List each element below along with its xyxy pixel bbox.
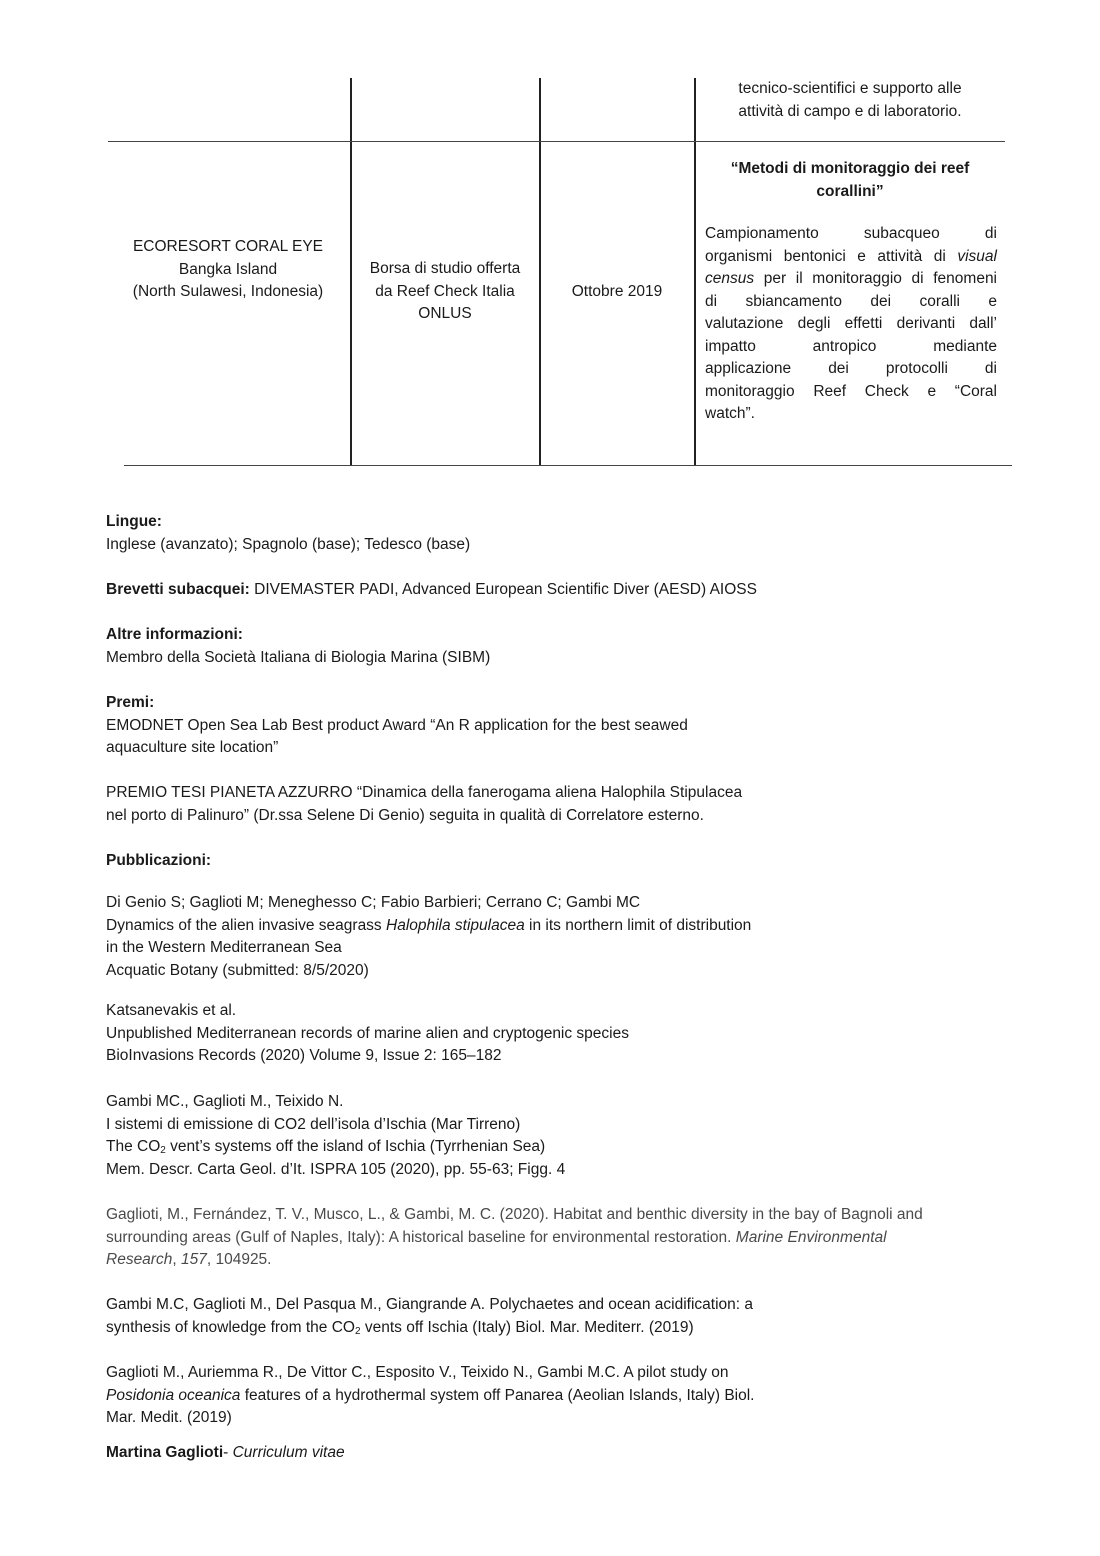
- desc-line: organismi bentonici e attività di: [705, 247, 946, 265]
- pub-line: features of a hydrothermal system off Panarea (Aeolian Islands, Italy) Biol.: [240, 1386, 755, 1404]
- section-heading: Lingue:: [106, 513, 162, 530]
- section-altre-informazioni: [106, 624, 1006, 669]
- pub-title: in the Western Mediterranean Sea: [106, 939, 342, 956]
- award-line: EMODNET Open Sea Lab Best product Award “An R application for the best seawed: [106, 716, 688, 734]
- title-line: “Metodi di monitoraggio dei reef: [730, 160, 970, 177]
- desc-italic: visual: [957, 247, 997, 265]
- footer-separator: -: [223, 1444, 233, 1461]
- row2-place: [112, 236, 344, 304]
- page-footer: [106, 1442, 1006, 1465]
- title-line: corallini”: [816, 182, 884, 200]
- pub-line: Mar. Medit. (2019): [106, 1409, 232, 1426]
- date-text: Ottobre 2019: [571, 283, 663, 300]
- table-col-divider-1: [350, 78, 352, 466]
- row1-description: [700, 78, 1000, 123]
- pub-title: The CO: [106, 1138, 161, 1155]
- section-heading: Brevetti subacquei:: [106, 581, 250, 598]
- funding-line: ONLUS: [418, 305, 472, 322]
- desc-line: monitoraggio Reef Check e “Coral: [705, 382, 997, 400]
- pub-line: Gambi M.C, Gaglioti M., Del Pasqua M., Giangrande A. Polychaetes and ocean acidification: a: [106, 1296, 754, 1313]
- desc-line: applicazione dei protocolli di: [705, 360, 997, 377]
- publication-4: [106, 1204, 1006, 1272]
- publication-6: [106, 1362, 1006, 1430]
- pub-journal-italic: Research: [106, 1251, 173, 1268]
- pub-title: Unpublished Mediterranean records of marine alien and cryptogenic species: [106, 1024, 629, 1042]
- row2-funding: [354, 258, 536, 326]
- publication-2: [106, 1000, 1006, 1068]
- desc-line-rest: per il monitoraggio di fenomeni: [763, 270, 998, 287]
- section-heading: Altre informazioni:: [106, 626, 243, 643]
- section-heading: Premi:: [106, 694, 155, 711]
- pub-line: vents off Ischia (Italy) Biol. Mar. Mediterr. (2019): [360, 1318, 694, 1336]
- pub-authors: Di Genio S; Gaglioti M; Meneghesso C; Fabio Barbieri; Cerrano C; Gambi MC: [106, 894, 641, 911]
- place-line: (North Sulawesi, Indonesia): [132, 283, 324, 300]
- section-premi: [106, 692, 1006, 760]
- pub-title: vent’s systems off the island of Ischia (Tyrrhenian Sea): [165, 1138, 546, 1155]
- publication-3: [106, 1091, 1006, 1181]
- award-line: nel porto di Palinuro” (Dr.ssa Selene Di Genio) seguita in qualità di Correlatore esterno.: [106, 806, 704, 824]
- table-col-divider-2: [539, 78, 541, 466]
- publication-1: [106, 892, 1006, 982]
- desc-line: watch”.: [705, 405, 755, 422]
- desc-italic: census: [705, 270, 755, 287]
- pub-journal: Acquatic Botany (submitted: 8/5/2020): [106, 961, 369, 979]
- table-row-divider: [108, 141, 1005, 142]
- pub-title: Dynamics of the alien invasive seagrass: [106, 916, 386, 934]
- row2-date: [543, 281, 691, 304]
- subscript: 2: [354, 1325, 361, 1337]
- pub-title-italic: Halophila stipulacea: [386, 916, 525, 934]
- pub-line: Gaglioti, M., Fernández, T. V., Musco, L., & Gambi, M. C. (2020). Habitat and benthic diversity in the bay of Bagnoli and: [106, 1206, 923, 1223]
- pub-journal: Mem. Descr. Carta Geol. d’It. ISPRA 105 (2020), pp. 55-63; Figg. 4: [106, 1160, 566, 1178]
- pub-journal: BioInvasions Records (2020) Volume 9, Issue 2: 165–182: [106, 1047, 502, 1064]
- pub-line: surrounding areas (Gulf of Naples, Italy): A historical baseline for environmental restoration.: [106, 1228, 736, 1246]
- desc-line: valutazione degli effetti derivanti dall’: [705, 315, 997, 332]
- publication-5: [106, 1294, 1006, 1339]
- pub-journal-italic: Marine Environmental: [735, 1228, 887, 1246]
- pub-line: Gaglioti M., Auriemma R., De Vittor C., Esposito V., Teixido N., Gambi M.C. A pilot study on: [106, 1364, 729, 1381]
- table-bottom-border: [124, 465, 1012, 466]
- row1-desc-line: tecnico-scientifici e supporto alle: [738, 80, 962, 97]
- footer-doc-title: Curriculum vitae: [232, 1444, 345, 1461]
- pub-line: , 104925.: [206, 1251, 272, 1268]
- pub-title: in its northern limit of distribution: [524, 916, 752, 934]
- section-text: Membro della Società Italiana di Biologia Marina (SIBM): [106, 648, 491, 666]
- row2-course-title: [700, 158, 1000, 203]
- section-lingue: [106, 511, 1006, 556]
- footer-name: Martina Gaglioti: [106, 1444, 224, 1461]
- section-pubblicazioni: [106, 850, 1006, 873]
- pub-species-italic: Posidonia oceanica: [106, 1386, 241, 1404]
- award-2: [106, 782, 1006, 827]
- desc-line: di sbiancamento dei coralli e: [705, 292, 997, 310]
- pub-title: I sistemi di emissione di CO2 dell’isola d’Ischia (Mar Tirreno): [106, 1115, 521, 1133]
- desc-line: impatto antropico mediante: [705, 337, 997, 355]
- row2-description: [705, 223, 997, 426]
- place-line: ECORESORT CORAL EYE: [132, 238, 324, 255]
- award-line: aquaculture site location”: [106, 739, 279, 756]
- pub-line: synthesis of knowledge from the CO: [106, 1318, 355, 1336]
- place-line: Bangka Island: [178, 260, 278, 278]
- desc-line: Campionamento subacqueo di: [705, 225, 997, 242]
- award-line: PREMIO TESI PIANETA AZZURRO “Dinamica della fanerogama aliena Halophila Stipulacea: [106, 784, 743, 801]
- row1-desc-line: attività di campo e di laboratorio.: [738, 102, 962, 120]
- section-text: Inglese (avanzato); Spagnolo (base); Tedesco (base): [106, 535, 471, 553]
- section-brevetti: [106, 579, 1006, 602]
- section-text: DIVEMASTER PADI, Advanced European Scientific Diver (AESD) AIOSS: [249, 581, 757, 598]
- subscript: 2: [160, 1145, 166, 1156]
- section-heading: Pubblicazioni:: [106, 852, 212, 869]
- pub-authors: Katsanevakis et al.: [106, 1002, 237, 1019]
- pub-volume: 157: [180, 1251, 207, 1268]
- table-col-divider-3: [694, 78, 696, 466]
- pub-line: ,: [172, 1251, 181, 1268]
- funding-line: da Reef Check Italia: [375, 282, 515, 300]
- pub-authors: Gambi MC., Gaglioti M., Teixido N.: [106, 1093, 344, 1110]
- funding-line: Borsa di studio offerta: [369, 260, 521, 277]
